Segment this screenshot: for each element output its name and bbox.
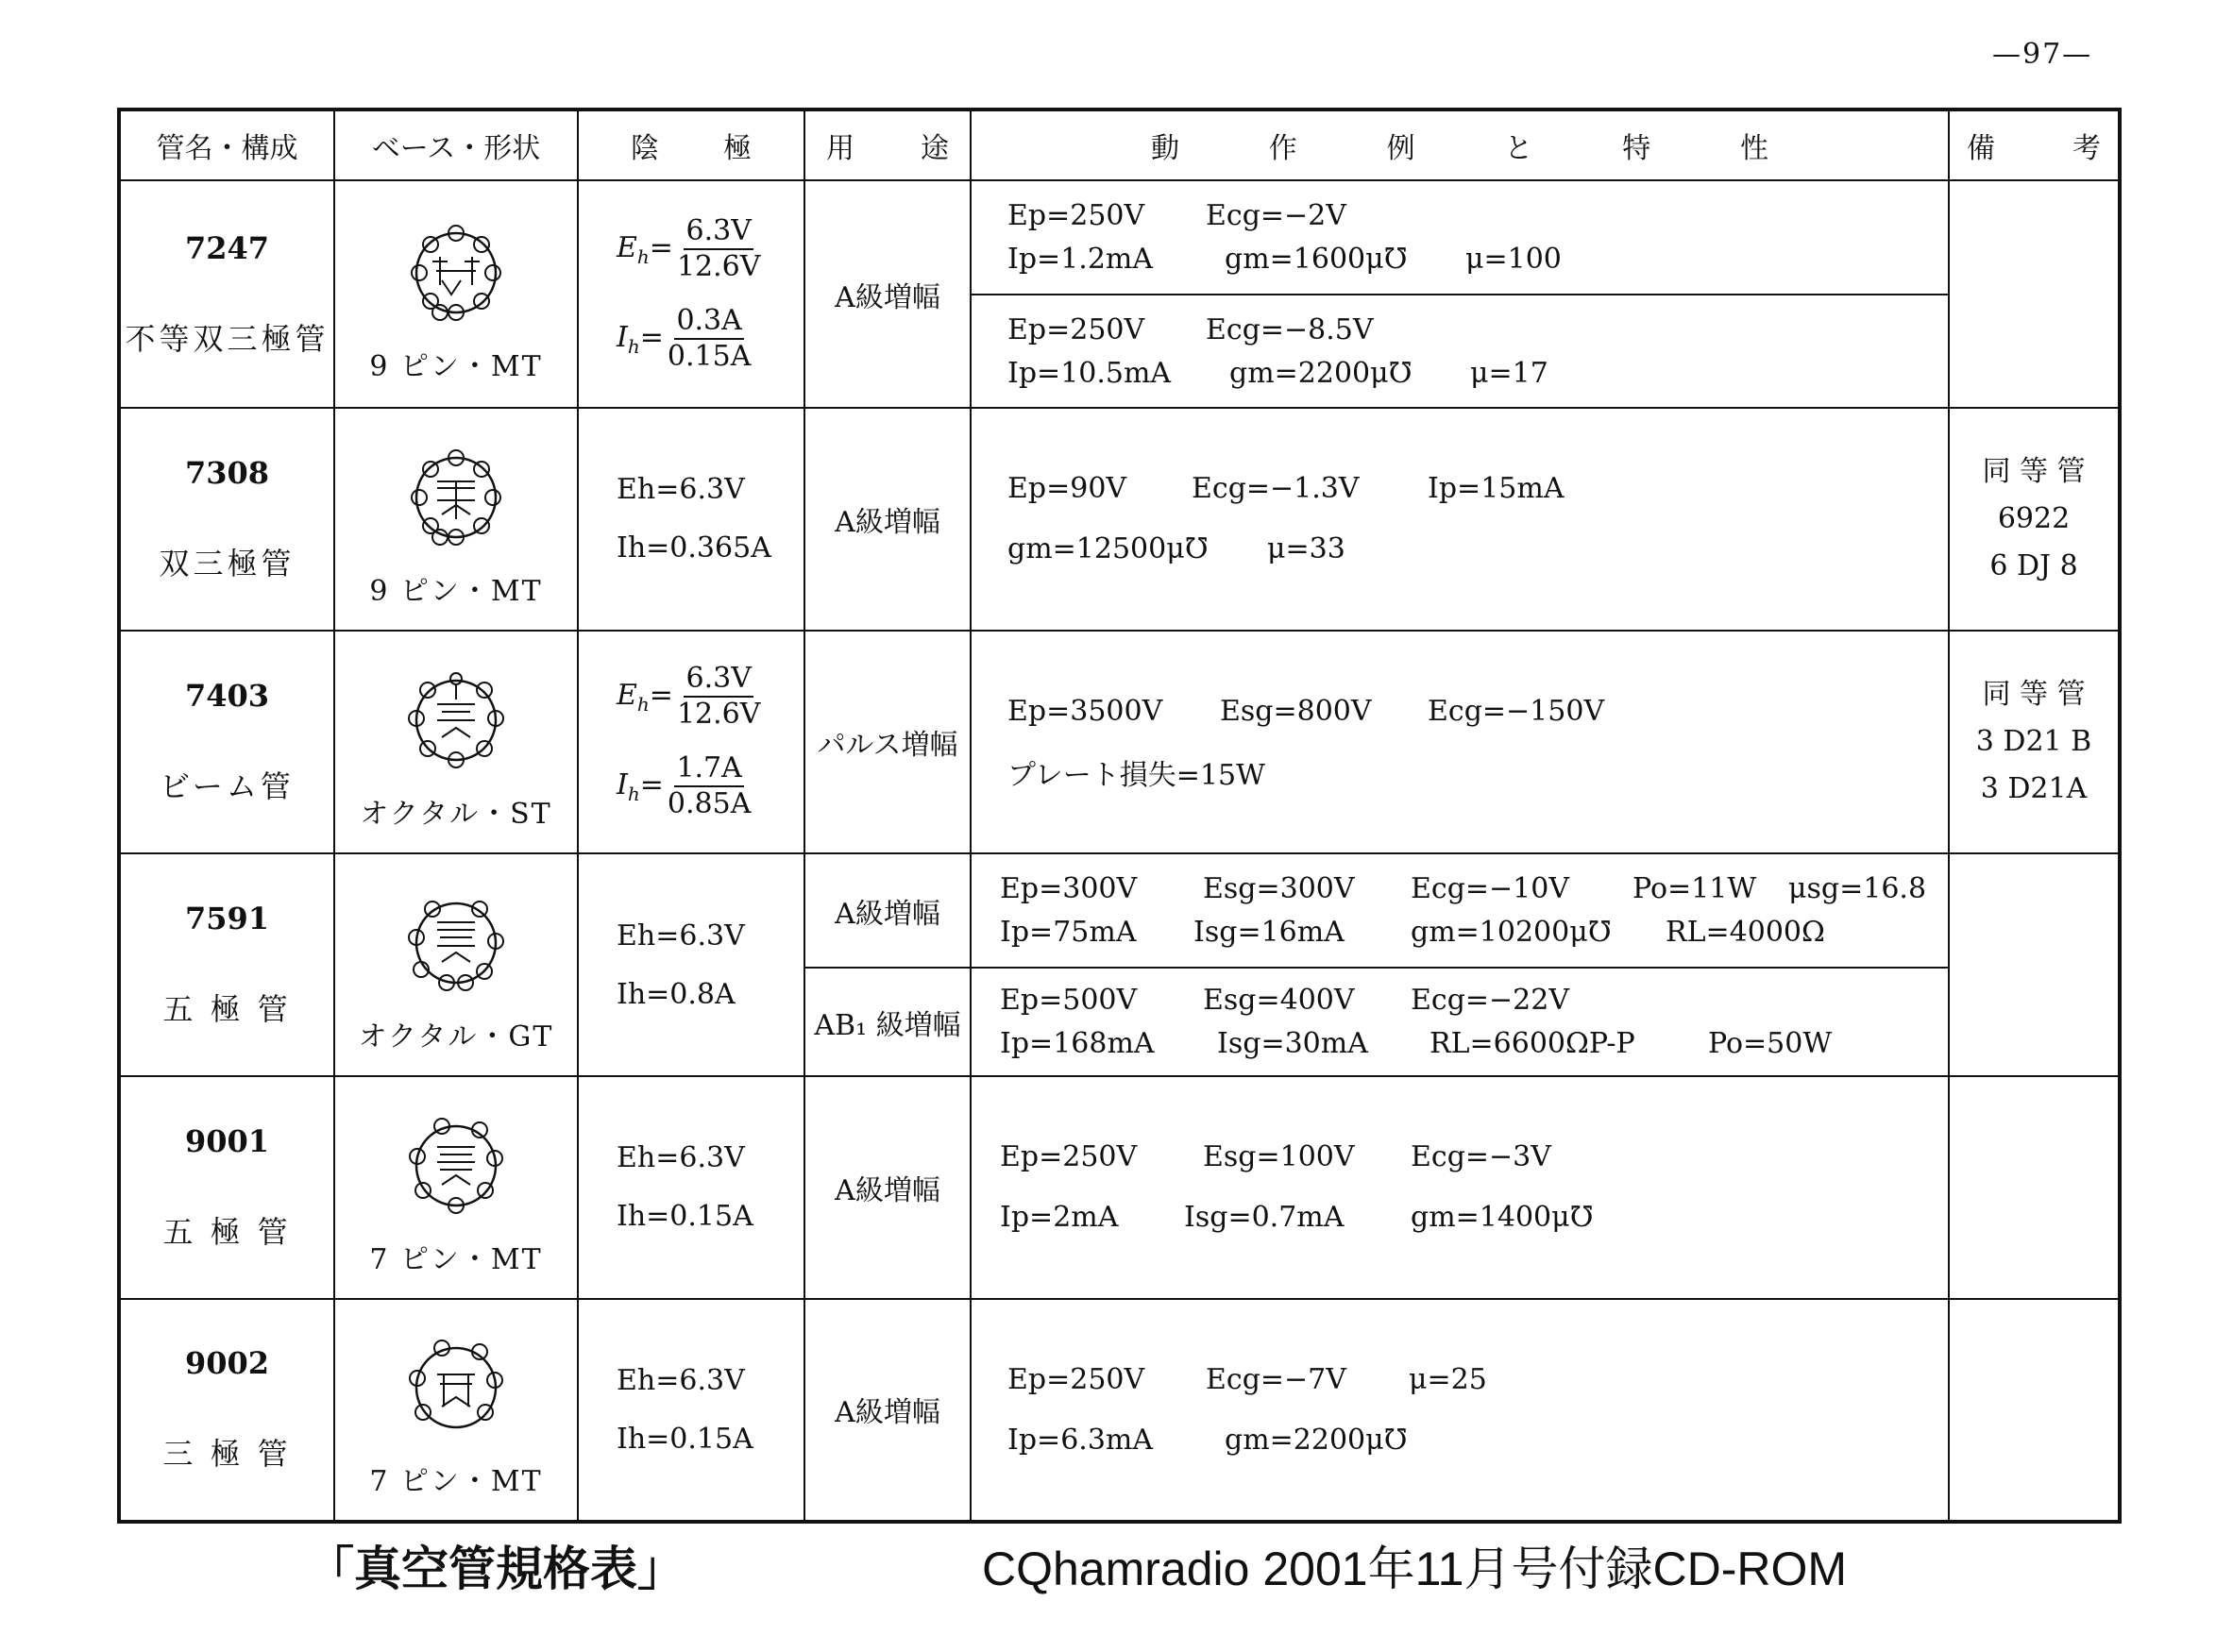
pin-diagram-9pin-icon	[385, 205, 527, 337]
base-cell	[334, 1076, 578, 1298]
base-label: オクタル・ST	[360, 797, 552, 831]
characteristics-cell: Ep=500V Esg=400V Ecg=−22V Ip=168mA Isg=30mA RL=6600ΩP-P Po=50W	[971, 968, 1949, 1076]
tube-row-7308	[119, 408, 2120, 630]
tube-name-cell	[119, 631, 334, 853]
base-label: 9 ピン・MT	[369, 574, 543, 608]
cathode-cell: Eh=6.3V Ih=0.8A	[578, 853, 804, 1076]
use-cell: パルス増幅	[804, 631, 971, 853]
tube-number: 9002	[184, 1345, 270, 1382]
cathode-cell: Eh=6.3V Ih=0.365A	[578, 408, 804, 630]
notes-cell	[1949, 853, 2120, 1076]
use-cell: AB₁ 級増幅	[804, 968, 971, 1076]
header-notes: 備 考	[1949, 110, 2120, 180]
notes-cell: 同 等 管 6922 6 DJ 8	[1949, 408, 2120, 630]
header-use: 用 途	[804, 110, 971, 180]
pin-diagram-octal-icon	[385, 652, 527, 784]
characteristics-cell: Ep=90V Ecg=−1.3V Ip=15mA gm=12500μ℧ μ=33	[971, 408, 1949, 630]
base-label: 7 ピン・MT	[369, 1465, 543, 1499]
footer-source: CQhamradio 2001年11月号付録CD-ROM	[982, 1542, 1847, 1595]
tube-name-cell	[119, 408, 334, 630]
page-number: —97—	[1992, 38, 2093, 71]
tube-name-cell	[119, 180, 334, 408]
tube-type: 五 極 管	[162, 991, 292, 1028]
pin-diagram-octal-icon	[385, 875, 527, 1007]
use-cell: A級増幅	[804, 1076, 971, 1298]
base-cell	[334, 408, 578, 630]
cathode-cell: $E_h=$ $\frac{6.3V}{12.6V}$ $I_h=$ $\frac{1.7A}{0.85A}$	[578, 631, 804, 853]
tube-type: 双三極管	[159, 545, 296, 582]
header-base: ベース ・ 形状	[334, 110, 578, 180]
base-label: オクタル・GT	[358, 1020, 554, 1054]
notes-cell	[1949, 180, 2120, 408]
tube-type: ビーム管	[160, 767, 295, 804]
cathode-cell: Eh=6.3V Ih=0.15A	[578, 1299, 804, 1522]
tube-number: 7308	[184, 454, 270, 491]
header-characteristics: 動 作 例 と 特 性	[971, 110, 1949, 180]
use-cell: A級増幅	[804, 408, 971, 630]
tube-name-cell	[119, 1299, 334, 1522]
use-cell: A級増幅	[804, 853, 971, 968]
pin-diagram-7pin-icon	[385, 1098, 527, 1230]
base-cell	[334, 853, 578, 1076]
characteristics-cell: Ep=3500V Esg=800V Ecg=−150V プレート損失=15W	[971, 631, 1949, 853]
cathode-cell: $E_h=$ $\frac{6.3V}{12.6V}$ $I_h=$ $\frac{0.3A}{0.15A}$	[578, 180, 804, 408]
tube-number: 7591	[184, 901, 270, 937]
notes-cell	[1949, 1076, 2120, 1298]
use-cell: A級増幅	[804, 1299, 971, 1522]
tube-row-9002	[119, 1299, 2120, 1522]
base-label: 9 ピン・MT	[369, 349, 543, 383]
tube-number: 7247	[184, 229, 270, 266]
characteristics-cell: Ep=250V Ecg=−2V Ip=1.2mA gm=1600μ℧ μ=100	[971, 180, 1949, 295]
characteristics-cell: Ep=250V Ecg=−8.5V Ip=10.5mA gm=2200μ℧ μ=17	[971, 295, 1949, 408]
notes-cell: 同 等 管 3 D21 B 3 D21A	[1949, 631, 2120, 853]
use-cell: A級増幅	[804, 180, 971, 408]
tube-spec-table	[117, 108, 2122, 1524]
tube-row-7247-a	[119, 180, 2120, 295]
base-cell	[334, 1299, 578, 1522]
tube-type: 不等双三極管	[125, 320, 330, 357]
tube-row-7591-a	[119, 853, 2120, 968]
header-cathode: 陰 極	[578, 110, 804, 180]
characteristics-cell: Ep=300V Esg=300V Ecg=−10V Po=11W μsg=16.8 Ip=75mA Isg=16mA gm=10200μ℧ RL=4000Ω	[971, 853, 1949, 968]
tube-name-cell	[119, 1076, 334, 1298]
tube-type: 五 極 管	[162, 1213, 292, 1250]
pin-diagram-9pin-icon	[385, 430, 527, 562]
tube-row-7403	[119, 631, 2120, 853]
header-row	[119, 110, 2120, 180]
base-cell	[334, 180, 578, 408]
tube-number: 9001	[184, 1122, 270, 1159]
tube-name-cell	[119, 853, 334, 1076]
pin-diagram-7pin-icon	[385, 1320, 527, 1452]
base-cell	[334, 631, 578, 853]
tube-type: 三 極 管	[162, 1436, 292, 1473]
footer-title: 「真空管規格表」	[307, 1542, 685, 1596]
base-label: 7 ピン・MT	[369, 1242, 543, 1276]
header-name: 管名 ・ 構成	[119, 110, 334, 180]
cathode-cell: Eh=6.3V Ih=0.15A	[578, 1076, 804, 1298]
tube-number: 7403	[184, 677, 270, 714]
characteristics-cell: Ep=250V Esg=100V Ecg=−3V Ip=2mA Isg=0.7mA gm=1400μ℧	[971, 1076, 1949, 1298]
tube-row-9001	[119, 1076, 2120, 1298]
notes-cell	[1949, 1299, 2120, 1522]
characteristics-cell: Ep=250V Ecg=−7V μ=25 Ip=6.3mA gm=2200μ℧	[971, 1299, 1949, 1522]
